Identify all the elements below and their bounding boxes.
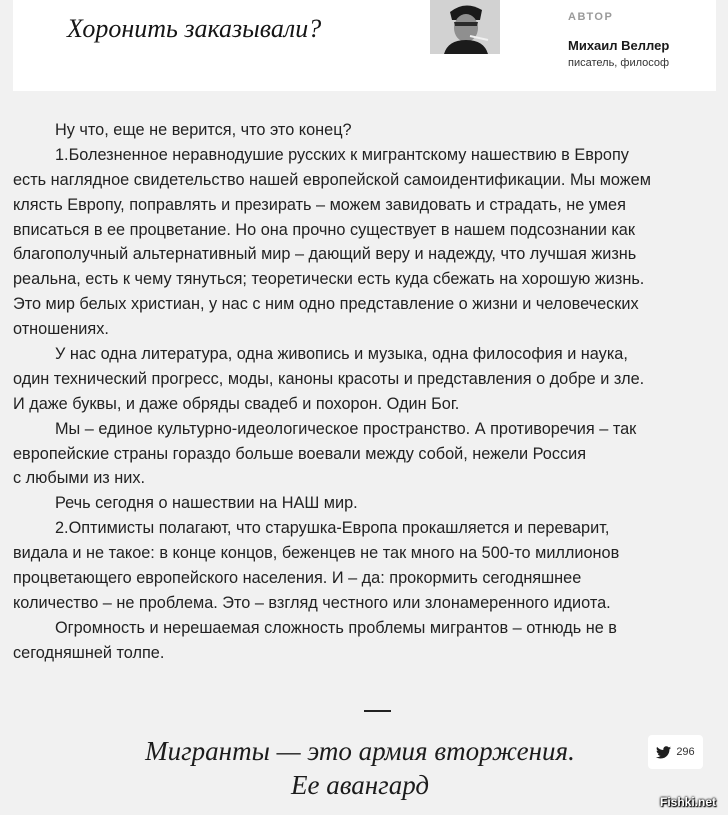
tweet-button[interactable]: [648, 735, 703, 769]
article-title: Хоронить заказывали?: [67, 14, 322, 43]
article-line: количество – не проблема. Это – взгляд честного или злонамеренного идиота.: [13, 593, 611, 612]
article-line: реальна, есть к чему тянуться; теоретически есть куда сбежать на хорошую жизнь.: [13, 270, 645, 289]
article-line: европейские страны гораздо больше воевали между собой, нежели Россия: [13, 444, 587, 463]
watermark: Fishki.net: [660, 795, 717, 809]
article-line: отношениях.: [13, 320, 109, 339]
author-role: писатель, философ: [568, 57, 670, 69]
article-line: Речь сегодня о нашествии на НАШ мир.: [55, 494, 358, 513]
article-line: видала и не такое: в конце концов, беженцев не так много на 500-то миллионов: [13, 544, 620, 563]
article-header: [13, 0, 716, 91]
article-line: клясть Европу, поправлять и презирать – можем завидовать и страдать, не умея: [13, 195, 626, 214]
tweet-count: 296: [676, 746, 695, 758]
pull-quote-line-2: Ее авангард: [291, 770, 429, 800]
author-photo: [430, 0, 500, 54]
article-line: один технический прогресс, моды, каноны красоты и представления о добре и зле.: [13, 369, 645, 388]
twitter-bird-icon: [656, 746, 671, 759]
pull-quote: [60, 734, 660, 802]
quote-divider: [364, 710, 391, 712]
article-line: вписаться в ее процветание. Но она прочно существует в нашем подсознании как: [13, 220, 635, 239]
article-line: с любыми из них.: [13, 469, 146, 488]
article-line: И даже буквы, и даже обряды свадеб и похорон. Один Бог.: [13, 394, 460, 413]
article-line: Это мир белых христиан, у нас с ним одно представление о жизни и человеческих: [13, 295, 639, 314]
article-line: У нас одна литература, одна живопись и музыка, одна философия и наука,: [55, 345, 628, 364]
author-label: АВТОР: [568, 11, 614, 23]
article-line: 2.Оптимисты полагают, что старушка-Европа прокашляется и переварит,: [55, 519, 610, 538]
article-line: сегодняшней толпе.: [13, 643, 165, 662]
author-name[interactable]: Михаил Веллер: [568, 38, 670, 53]
article-line: Ну что, еще не верится, что это конец?: [55, 121, 352, 139]
pull-quote-line-1: Мигранты — это армия вторжения.: [145, 736, 575, 766]
article-line: Мы – единое культурно-идеологическое пространство. А противоречия – так: [55, 419, 637, 438]
article-line: Огромность и нерешаемая сложность проблемы мигрантов – отнюдь не в: [55, 618, 617, 637]
article-body: [13, 118, 715, 666]
article-line: процветающего европейского населения. И – да: прокормить сегодняшнее: [13, 569, 582, 588]
article-line: благополучный альтернативный мир – дающий веру и надежду, что лучшая жизнь: [13, 245, 637, 264]
article-line: 1.Болезненное неравнодушие русских к мигрантскому нашествию в Европу: [55, 145, 629, 164]
article-line: есть наглядное свидетельство нашей европейской самоидентификации. Мы можем: [13, 170, 651, 189]
